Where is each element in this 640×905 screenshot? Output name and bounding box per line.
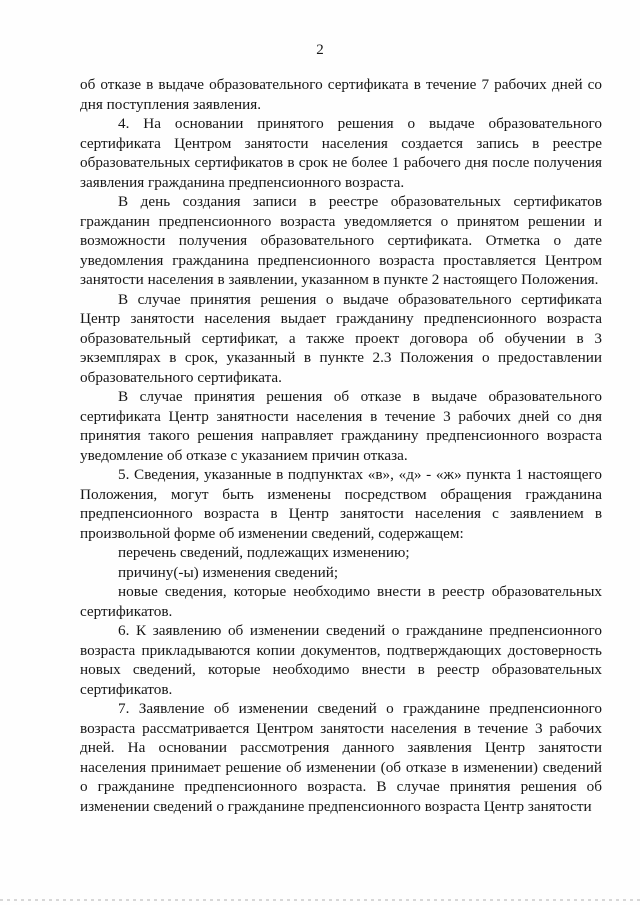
paragraph-item-4: 4. На основании принятого решения о выдаче образовательного сертификата Центром занятости населения создается запись в реестре образовательных сертификатов в срок не более 1 рабочего дня после получения заявления гражданина предпенсионного возраста. (80, 115, 602, 191)
list-item-new-data: новые сведения, которые необходимо внести в реестр образовательных сертификатов. (80, 583, 602, 620)
paragraph-item-6: 6. К заявлению об изменении сведений о гражданине предпенсионного возраста прикладываются копии документов, подтверждающих достоверность новых сведений, которые необходимо внести в реестр образовательных сертификатов. (80, 622, 602, 698)
paragraph-issuance: В случае принятия решения о выдаче образовательного сертификата Центр занятости населения выдает гражданину предпенсионного возраста образовательный сертификат, а также проект договора об обучении в 3 экземплярах в срок, указанный в пункте 2.3 Положения о предоставлении образовательного сертификата. (80, 290, 602, 386)
list-item-changes: перечень сведений, подлежащих изменению; (118, 544, 410, 561)
document-body (80, 75, 602, 816)
scan-edge-divider (0, 899, 640, 901)
paragraph-item-5: 5. Сведения, указанные в подпунктах «в», «д» - «ж» пункта 1 настоящего Положения, могут быть изменены посредством обращения гражданина предпенсионного возраста в Центр занятости населения с заявлением в произвольной форме об изменении сведений, содержащем: (80, 466, 602, 542)
page-number: 2 (316, 42, 324, 58)
paragraph-item-7: 7. Заявление об изменении сведений о гражданине предпенсионного возраста рассматривается Центром занятости населения в течение 3 рабочих дней. На основании рассмотрения данного заявления Центр занятости населения принимает решение об изменении (об отказе в изменении) сведений о гражданине предпенсионного возраста. В случае принятия решения об изменении сведений о гражданине предпенсионного возраста Центр занятости (80, 700, 602, 815)
paragraph-refusal: В случае принятия решения об отказе в выдаче образовательного сертификата Центр занятности населения в течение 3 рабочих дней со дня принятия такого решения направляет гражданину предпенсионного возраста уведомление об отказе с указанием причин отказа. (80, 388, 602, 464)
paragraph-notification: В день создания записи в реестре образовательных сертификатов гражданин предпенсионного возраста уведомляется о принятом решении и возможности получения образовательного сертификата. Отметка о дате уведомления гражданина предпенсионного возраста проставляется Центром занятости населения в заявлении, указанном в пункте 2 настоящего Положения. (80, 193, 602, 288)
paragraph-continuation: об отказе в выдаче образовательного сертификата в течение 7 рабочих дней со дня поступления заявления. (80, 76, 602, 113)
list-item-reasons: причину(-ы) изменения сведений; (118, 563, 339, 581)
